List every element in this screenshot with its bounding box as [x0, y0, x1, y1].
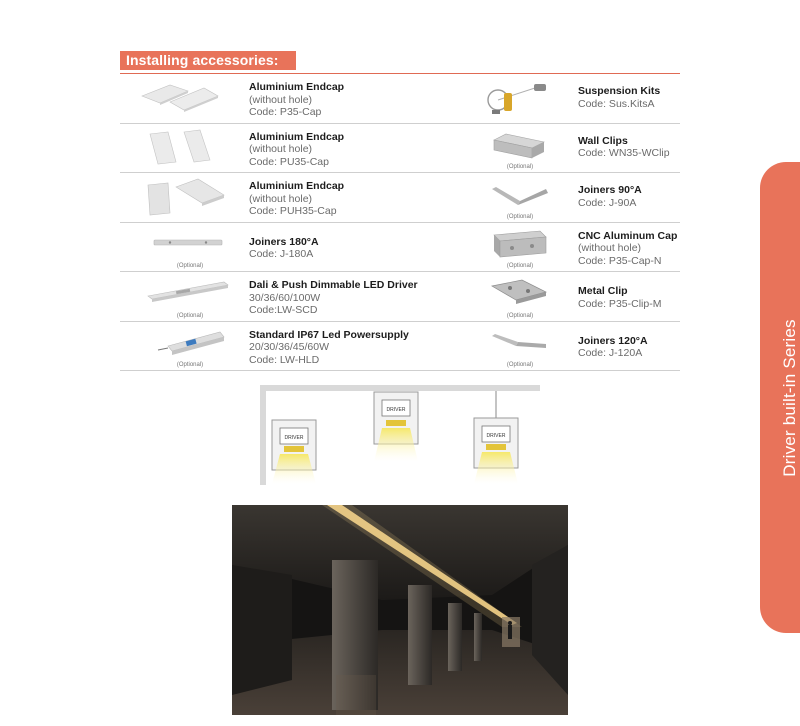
section-title: Installing accessories: [120, 51, 296, 70]
series-side-tab-label: Driver built-in Series [780, 318, 799, 477]
table-row [120, 272, 680, 322]
joiner-180-icon [140, 223, 240, 272]
accessories-table [120, 74, 680, 371]
endcap-icon [140, 124, 240, 173]
surface-mounted-profile [374, 392, 418, 462]
item-sub: 20/30/36/45/60W [249, 341, 329, 353]
item-description [578, 124, 698, 173]
item-description [249, 124, 459, 173]
item-sub: (without hole) [249, 93, 313, 106]
item-description [249, 173, 459, 222]
table-row [120, 223, 680, 273]
item-description [578, 272, 698, 321]
driver-label: DRIVER [486, 433, 506, 439]
item-description [578, 74, 698, 123]
optional-note: (Optional) [506, 263, 534, 269]
suspension-kit-icon [480, 74, 560, 123]
item-name: Joiners 180°A [249, 235, 319, 248]
item-description [249, 272, 459, 321]
cnc-cap-icon [480, 223, 560, 272]
power-supply-icon [140, 322, 240, 371]
item-name: Aluminium Endcap [249, 180, 345, 192]
item-description [249, 322, 459, 371]
item-code: Code: WN35-WClip [578, 147, 670, 159]
item-code: Code: J-180A [249, 248, 314, 260]
wall-clip-icon [480, 124, 560, 173]
item-code: Code: PU35-Cap [249, 155, 329, 168]
item-code: Code:LW-SCD [249, 304, 318, 316]
item-code: Code: J-90A [578, 196, 637, 209]
item-name: Dali & Push Dimmable LED Driver [249, 279, 418, 291]
optional-note: (Optional) [506, 362, 534, 368]
endcap-icon [140, 173, 240, 222]
table-row [120, 173, 680, 223]
driver-label: DRIVER [386, 407, 406, 413]
optional-note: (Optional) [176, 263, 204, 269]
endcap-icon [140, 74, 240, 123]
item-sub: (without hole) [578, 242, 642, 254]
suspended-profile [474, 391, 518, 484]
optional-note: (Optional) [176, 362, 204, 368]
item-name: Metal Clip [578, 285, 628, 297]
optional-note: (Optional) [176, 312, 204, 319]
item-code: Code: LW-HLD [249, 353, 320, 366]
item-description [249, 74, 459, 123]
item-name: Aluminium Endcap [249, 81, 345, 93]
item-code: Code: P35-Clip-M [578, 297, 662, 310]
item-name: Joiners 90°A [578, 184, 642, 196]
item-code: Code: J-120A [578, 347, 643, 359]
driver-label: DRIVER [284, 435, 304, 441]
joiner-120-icon [480, 322, 560, 371]
interior-photo [232, 505, 568, 715]
item-code: Code: P35-Cap [249, 106, 322, 118]
table-row [120, 322, 680, 372]
item-description [249, 223, 459, 272]
item-code: Code: Sus.KitsA [578, 97, 655, 110]
item-sub: (without hole) [249, 143, 313, 155]
item-description [578, 223, 698, 272]
item-description [578, 173, 698, 222]
joiner-90-icon [480, 173, 560, 222]
item-code: Code: P35-Cap-N [578, 254, 662, 267]
optional-note: (Optional) [506, 164, 534, 170]
item-code: Code: PUH35-Cap [249, 205, 337, 217]
item-sub: 30/36/60/100W [249, 291, 321, 304]
item-name: Standard IP67 Led Powersupply [249, 328, 409, 341]
optional-note: (Optional) [506, 213, 534, 220]
item-sub: (without hole) [249, 192, 313, 205]
wall-mounted-profile [272, 420, 316, 484]
table-row [120, 74, 680, 124]
item-name: Joiners 120°A [578, 334, 648, 347]
item-description [578, 322, 698, 371]
series-side-tab [760, 162, 800, 633]
item-name: Aluminium Endcap [249, 130, 345, 143]
item-name: Suspension Kits [578, 85, 661, 97]
metal-clip-icon [480, 272, 560, 321]
optional-note: (Optional) [506, 312, 534, 319]
led-driver-icon [140, 272, 240, 321]
item-name: Wall Clips [578, 134, 628, 147]
item-name: CNC Aluminum Cap [578, 229, 678, 242]
table-row [120, 124, 680, 174]
installation-diagram [250, 380, 550, 490]
